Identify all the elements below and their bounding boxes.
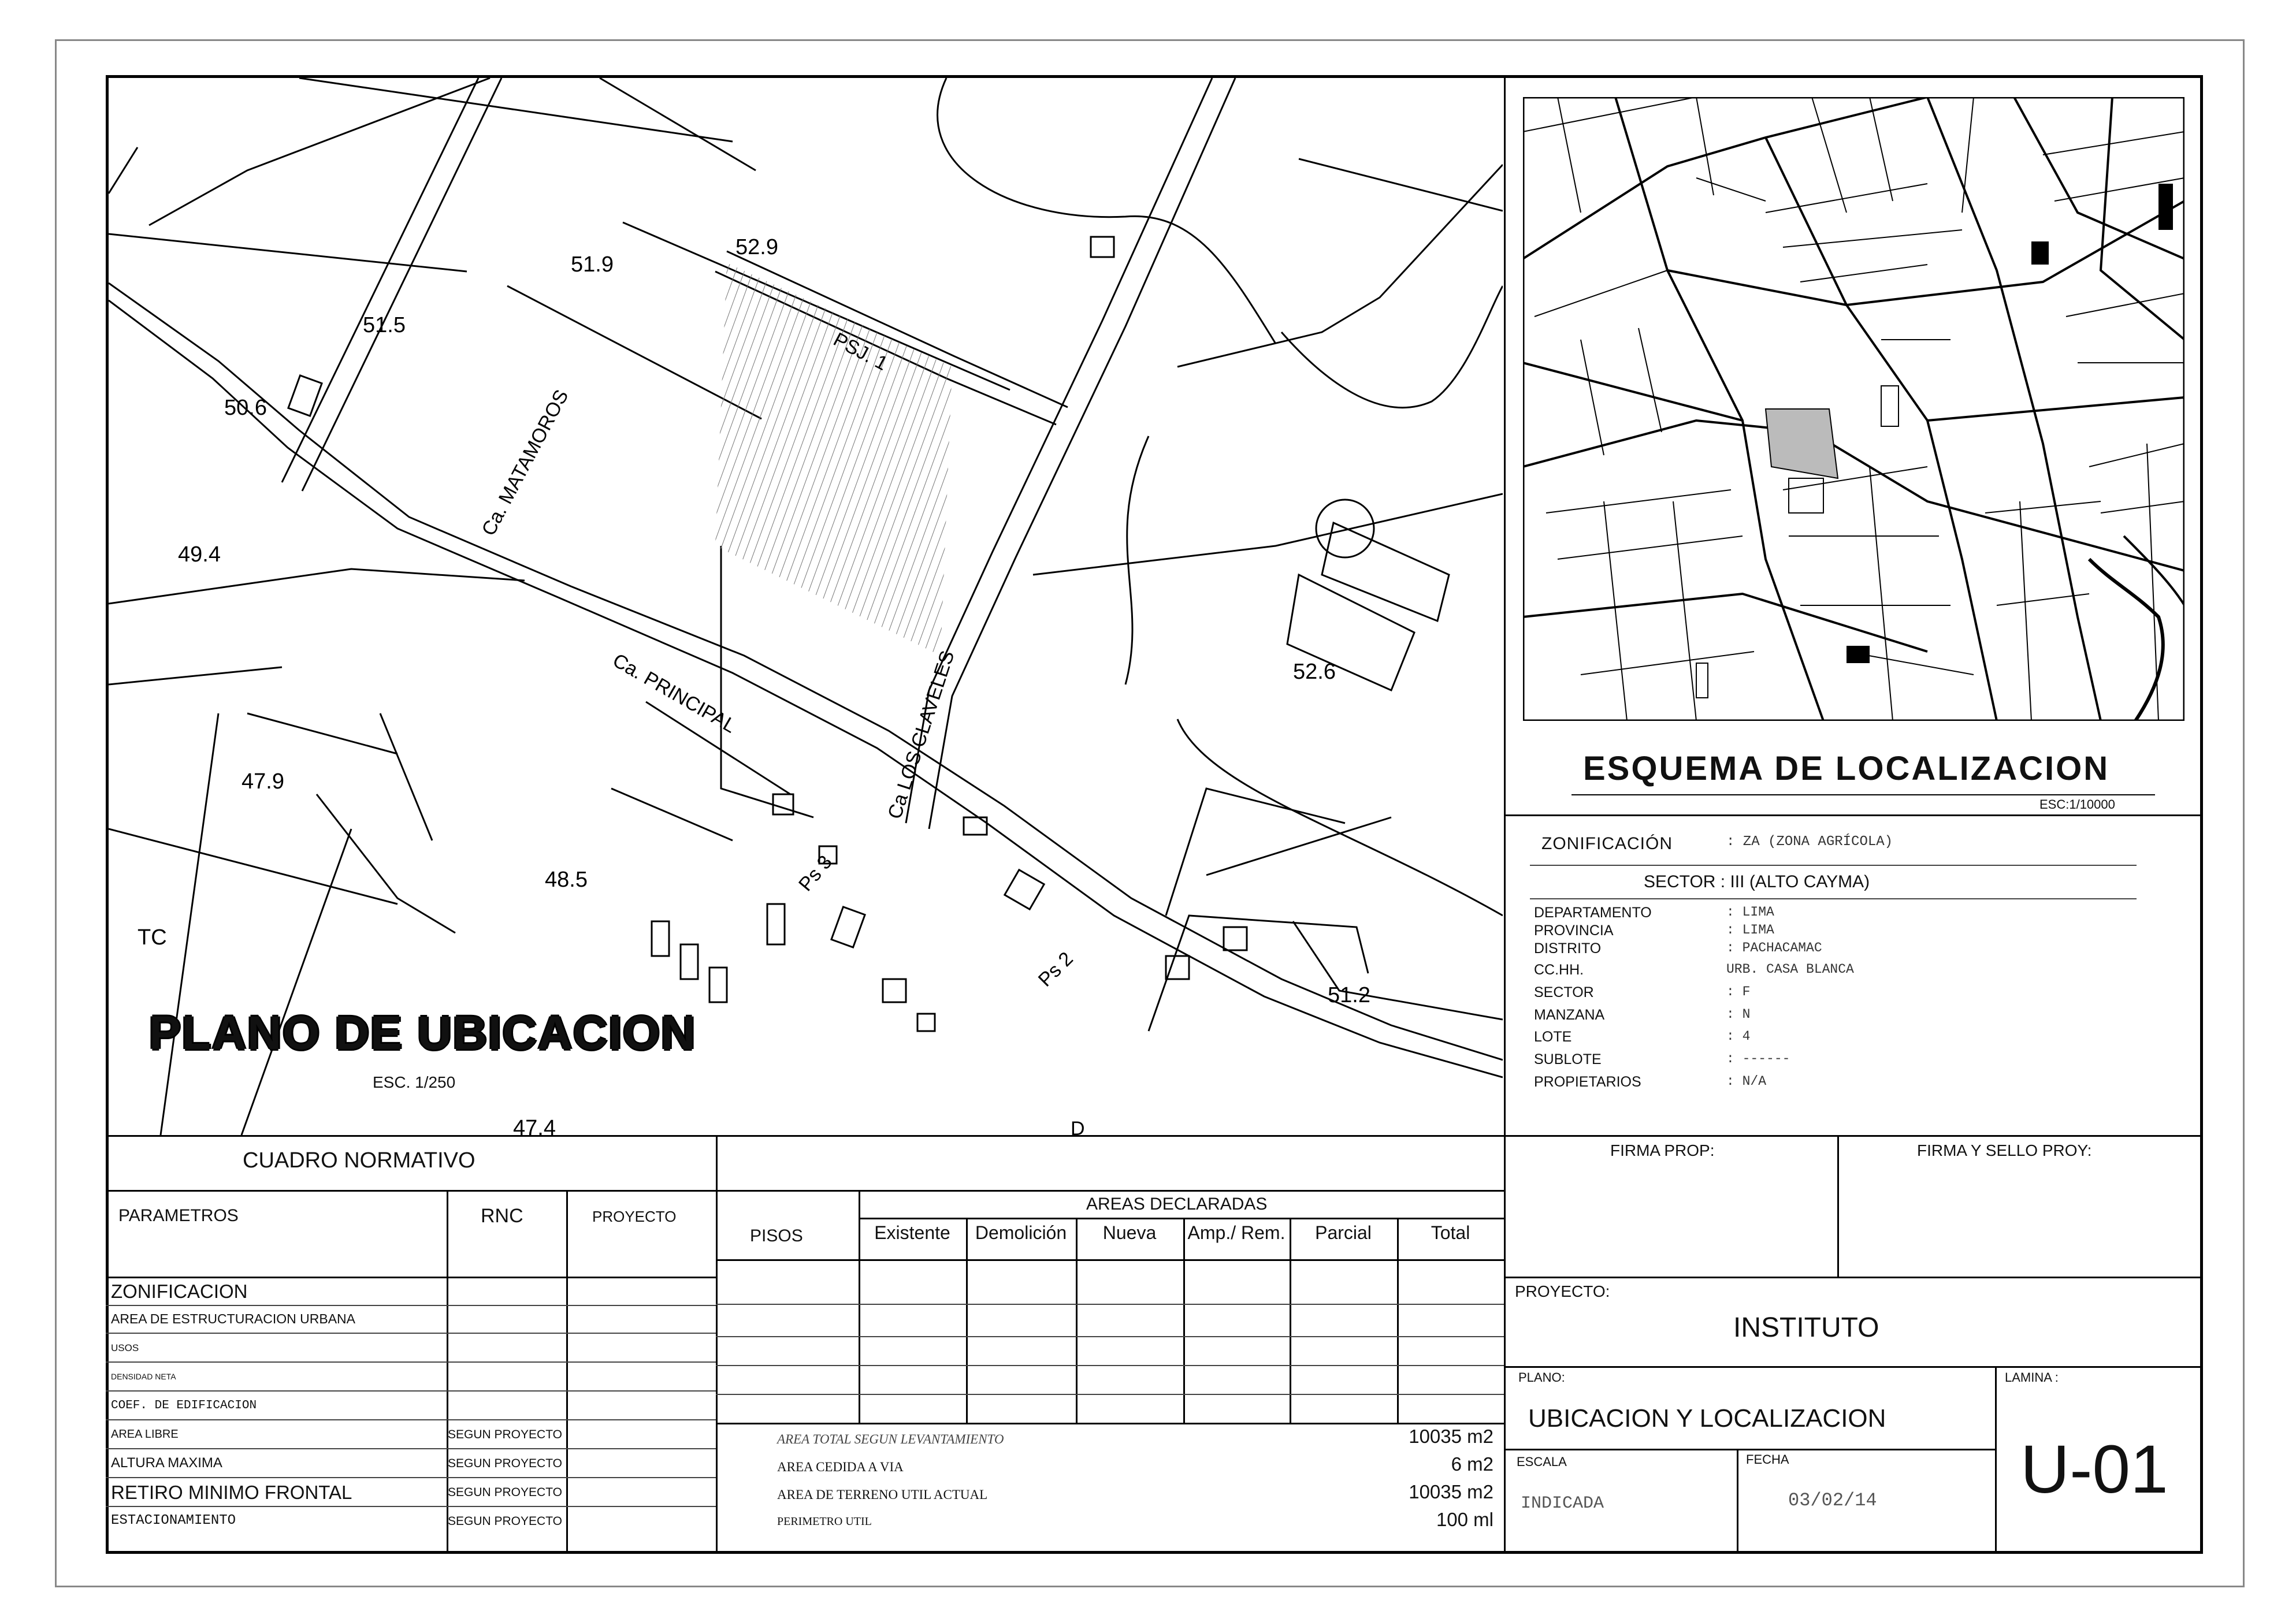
location-field-label: LOTE bbox=[1534, 1029, 1572, 1045]
areas-col-line bbox=[1183, 1218, 1185, 1424]
firma-bottom-line bbox=[1504, 1277, 2203, 1278]
cuadro-param: COEF. DE EDIFICACION bbox=[111, 1398, 257, 1412]
areas-row-line bbox=[716, 1304, 1504, 1305]
areas-row-line bbox=[716, 1336, 1504, 1337]
street-label: PSJ. 1 bbox=[830, 328, 891, 375]
areas-summary-value: 100 ml bbox=[1436, 1509, 1493, 1530]
location-field-label: SECTOR bbox=[1534, 984, 1594, 1000]
site-plan-title: PLANO DE UBICACION bbox=[149, 1007, 697, 1059]
areas-row-line bbox=[716, 1394, 1504, 1395]
areas-title: AREAS DECLARADAS bbox=[1086, 1195, 1268, 1214]
areas-col-header: Demolición bbox=[975, 1222, 1067, 1243]
lot-label: 52.6 bbox=[1293, 660, 1336, 684]
lot-label: 51.5 bbox=[363, 313, 406, 337]
cuadro-param: ESTACIONAMIENTO bbox=[111, 1513, 236, 1528]
plano-label: PLANO: bbox=[1518, 1370, 1565, 1385]
areas-col-header: Existente bbox=[874, 1222, 950, 1243]
cuadro-rnc: SEGUN PROYECTO bbox=[448, 1428, 562, 1441]
areas-col-header: Amp./ Rem. bbox=[1187, 1222, 1286, 1243]
areas-col-header: Parcial bbox=[1315, 1222, 1372, 1243]
lot-label: 50.6 bbox=[224, 396, 267, 420]
fecha-value: 03/02/14 bbox=[1788, 1490, 1877, 1511]
firma-divider bbox=[1837, 1135, 1839, 1277]
fecha-divider bbox=[1737, 1449, 1738, 1554]
areas-summary-label: PERIMETRO UTIL bbox=[777, 1515, 872, 1528]
location-field-label: PROVINCIA bbox=[1534, 922, 1614, 939]
areas-summary-value: 10035 m2 bbox=[1409, 1426, 1493, 1447]
areas-summary-line bbox=[716, 1423, 1504, 1424]
location-title: ESQUEMA DE LOCALIZACION bbox=[1583, 750, 2110, 787]
col-proyecto: PROYECTO bbox=[592, 1208, 677, 1225]
escala-value: INDICADA bbox=[1521, 1494, 1604, 1513]
zonificacion-label: ZONIFICACIÓN bbox=[1541, 834, 1673, 853]
cuadro-param: AREA LIBRE bbox=[111, 1428, 179, 1441]
cuadro-row-line bbox=[106, 1333, 716, 1334]
lot-label: 49.4 bbox=[178, 542, 221, 567]
location-field-label: DEPARTAMENTO bbox=[1534, 905, 1652, 921]
areas-row-line bbox=[716, 1365, 1504, 1366]
cuadro-param: RETIRO MINIMO FRONTAL bbox=[111, 1481, 352, 1503]
cuadro-row-line bbox=[106, 1361, 716, 1363]
areas-summary-value: 6 m2 bbox=[1451, 1453, 1493, 1475]
areas-col-header: Nueva bbox=[1102, 1222, 1157, 1243]
bottom-section-divider bbox=[106, 1135, 2203, 1137]
areas-title-line bbox=[859, 1218, 1504, 1219]
location-field-value: URB. CASA BLANCA bbox=[1726, 962, 1854, 977]
location-scale: ESC:1/10000 bbox=[2039, 797, 2115, 812]
proyecto-value: INSTITUTO bbox=[1733, 1312, 1879, 1343]
cuadro-rnc: SEGUN PROYECTO bbox=[448, 1515, 562, 1528]
firma-proy: FIRMA Y SELLO PROY: bbox=[1917, 1141, 2092, 1159]
location-field-value: : LIMA bbox=[1726, 905, 1774, 920]
plano-value: UBICACION Y LOCALIZACION bbox=[1528, 1404, 1886, 1433]
cuadro-param: ALTURA MAXIMA bbox=[111, 1455, 222, 1471]
cuadro-rnc: SEGUN PROYECTO bbox=[448, 1457, 562, 1470]
areas-col-line bbox=[1397, 1218, 1399, 1424]
location-divider bbox=[1504, 814, 2203, 816]
lot-label: 52.9 bbox=[735, 235, 778, 259]
escala-top-line bbox=[1504, 1449, 1995, 1450]
cuadro-param: AREA DE ESTRUCTURACION URBANA bbox=[111, 1311, 356, 1326]
col-parametros: PARAMETROS bbox=[118, 1206, 239, 1225]
areas-col-line bbox=[1290, 1218, 1291, 1424]
location-field-value: : ------ bbox=[1726, 1051, 1790, 1066]
cuadro-param: DENSIDAD NETA bbox=[111, 1372, 176, 1381]
escala-label: ESCALA bbox=[1517, 1454, 1567, 1469]
lot-label: 47.9 bbox=[242, 769, 284, 794]
lot-label: 48.5 bbox=[545, 868, 588, 892]
cuadro-right-edge bbox=[716, 1135, 718, 1554]
firma-prop: FIRMA PROP: bbox=[1610, 1141, 1715, 1159]
areas-col-line bbox=[966, 1218, 968, 1424]
areas-summary-label: AREA CEDIDA A VIA bbox=[777, 1460, 904, 1474]
street-label: Ps 3 bbox=[794, 851, 837, 896]
sector-underline bbox=[1530, 898, 2137, 899]
cuadro-title: CUADRO NORMATIVO bbox=[243, 1148, 475, 1173]
cuadro-row-line bbox=[106, 1477, 716, 1478]
sector-line: SECTOR : III (ALTO CAYMA) bbox=[1644, 872, 1870, 891]
areas-top-line bbox=[716, 1190, 1504, 1192]
lot-label: TC bbox=[138, 925, 167, 950]
site-plan-scale: ESC. 1/250 bbox=[373, 1073, 456, 1091]
street-label: Ca. MATAMOROS bbox=[477, 386, 573, 540]
cuadro-row-line bbox=[106, 1419, 716, 1420]
location-field-value: : LIMA bbox=[1726, 922, 1774, 938]
cuadro-row-line bbox=[106, 1448, 716, 1449]
cuadro-row-line bbox=[106, 1506, 716, 1507]
fecha-label: FECHA bbox=[1746, 1452, 1789, 1467]
areas-summary-label: AREA TOTAL SEGUN LEVANTAMIENTO bbox=[777, 1432, 1004, 1446]
street-label: Ps 2 bbox=[1034, 947, 1078, 991]
site-plan-map bbox=[109, 78, 1503, 1135]
location-field-value: : N/A bbox=[1726, 1074, 1767, 1089]
col-pisos: PISOS bbox=[750, 1226, 803, 1245]
lot-label: 47.4 bbox=[513, 1116, 556, 1135]
cuadro-param: ZONIFICACION bbox=[111, 1280, 248, 1302]
areas-col-line bbox=[1076, 1218, 1078, 1424]
location-field-label: PROPIETARIOS bbox=[1534, 1074, 1641, 1090]
lamina-label: LAMINA : bbox=[2005, 1370, 2059, 1385]
location-field-value: : 4 bbox=[1726, 1029, 1751, 1044]
location-field-label: MANZANA bbox=[1534, 1007, 1605, 1023]
proyecto-label: PROYECTO: bbox=[1515, 1282, 1610, 1300]
col-rnc: RNC bbox=[481, 1205, 523, 1227]
street-label: Ca. PRINCIPAL bbox=[609, 649, 740, 738]
areas-right-edge bbox=[1504, 1135, 1506, 1554]
cuadro-col-line bbox=[566, 1190, 568, 1554]
street-label: Ca LOS CLAVELES bbox=[883, 648, 959, 822]
zonificacion-underline bbox=[1530, 865, 2137, 866]
street-label: D bbox=[1071, 1118, 1085, 1135]
lot-label: 51.2 bbox=[1328, 983, 1370, 1007]
cuadro-col-line bbox=[447, 1190, 448, 1554]
location-field-label: DISTRITO bbox=[1534, 940, 1602, 957]
location-field-value: : N bbox=[1726, 1007, 1751, 1022]
location-field-label: CC.HH. bbox=[1534, 962, 1584, 978]
location-field-value: : F bbox=[1726, 984, 1751, 999]
location-title-underline bbox=[1571, 794, 2155, 795]
location-map bbox=[1523, 97, 2184, 721]
cuadro-row-line bbox=[106, 1390, 716, 1392]
cuadro-rnc: SEGUN PROYECTO bbox=[448, 1486, 562, 1499]
zonificacion-value: : ZA (ZONA AGRÍCOLA) bbox=[1726, 834, 1893, 850]
cuadro-row-line bbox=[106, 1305, 716, 1306]
lamina-divider bbox=[1995, 1366, 1997, 1554]
areas-header-line bbox=[716, 1259, 1504, 1261]
location-field-value: : PACHACAMAC bbox=[1726, 940, 1822, 955]
areas-col-header: Total bbox=[1431, 1222, 1470, 1243]
areas-summary-value: 10035 m2 bbox=[1409, 1481, 1493, 1502]
proyecto-bottom-line bbox=[1504, 1366, 2203, 1368]
areas-summary-label: AREA DE TERRENO UTIL ACTUAL bbox=[777, 1487, 988, 1502]
cuadro-param: USOS bbox=[111, 1342, 139, 1353]
cuadro-title-line bbox=[106, 1190, 716, 1192]
lot-label: 51.9 bbox=[571, 252, 614, 277]
lamina-value: U-01 bbox=[2020, 1431, 2168, 1508]
location-field-label: SUBLOTE bbox=[1534, 1051, 1602, 1067]
